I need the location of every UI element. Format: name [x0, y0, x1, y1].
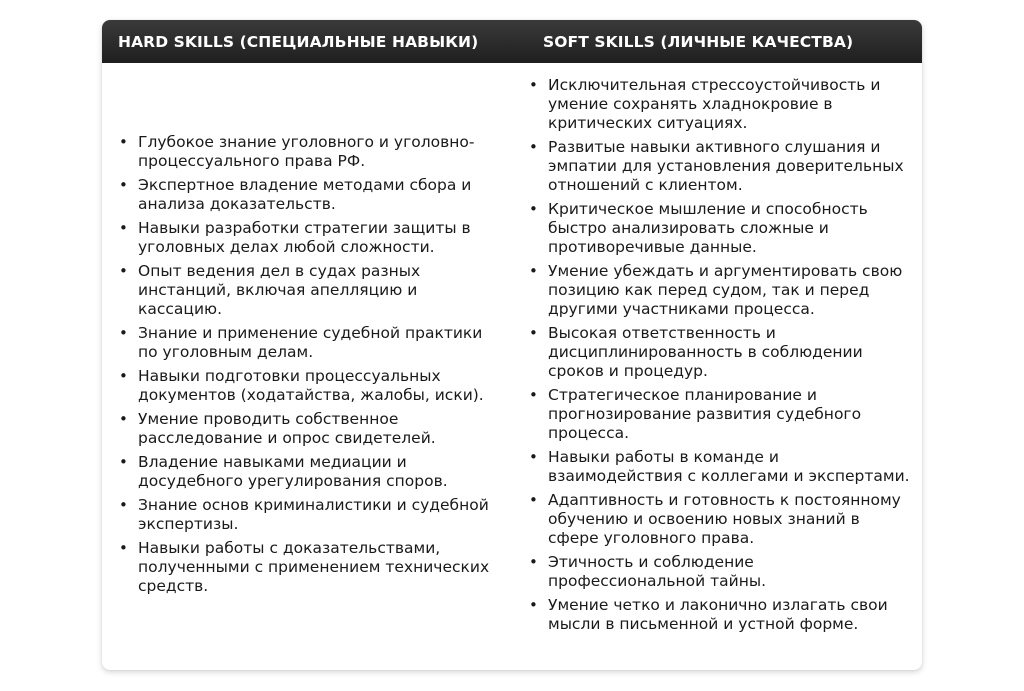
soft-skills-column — [512, 63, 922, 670]
list-item: • Навыки работы с доказательствами, полученными с применением технических средств. — [118, 539, 498, 596]
hard-skills-list — [102, 133, 498, 601]
list-item: • Знание основ криминалистики и судебной экспертизы. — [118, 496, 498, 534]
hard-skills-column — [102, 63, 512, 670]
table-header — [102, 20, 922, 63]
list-item: • Высокая ответственность и дисциплинированность в соблюдении сроков и процедур. — [528, 324, 910, 381]
list-item: • Навыки работы в команде и взаимодействия с коллегами и экспертами. — [528, 448, 910, 486]
list-item: • Владение навыками медиации и досудебного урегулирования споров. — [118, 453, 498, 491]
list-item: • Умение четко и лаконично излагать свои мысли в письменной и устной форме. — [528, 596, 910, 634]
skills-table — [102, 20, 922, 670]
list-item: • Адаптивность и готовность к постоянному обучению и освоению новых знаний в сфере уголовного права. — [528, 491, 910, 548]
list-item: • Знание и применение судебной практики по уголовным делам. — [118, 324, 498, 362]
list-item: • Навыки разработки стратегии защиты в уголовных делах любой сложности. — [118, 219, 498, 257]
soft-skills-title: SOFT SKILLS (ЛИЧНЫЕ КАЧЕСТВА) — [543, 32, 854, 51]
list-item: • Умение убеждать и аргументировать свою позицию как перед судом, так и перед другими участниками процесса. — [528, 262, 910, 319]
list-item: • Навыки подготовки процессуальных документов (ходатайства, жалобы, иски). — [118, 367, 498, 405]
list-item: • Стратегическое планирование и прогнозирование развития судебного процесса. — [528, 386, 910, 443]
list-item: • Умение проводить собственное расследование и опрос свидетелей. — [118, 410, 498, 448]
list-item: • Развитые навыки активного слушания и эмпатии для установления доверительных отношений с клиентом. — [528, 138, 910, 195]
list-item: • Критическое мышление и способность быстро анализировать сложные и противоречивые данные. — [528, 200, 910, 257]
list-item: • Этичность и соблюдение профессиональной тайны. — [528, 553, 910, 591]
list-item: • Опыт ведения дел в судах разных инстанций, включая апелляцию и кассацию. — [118, 262, 498, 319]
list-item: • Экспертное владение методами сбора и анализа доказательств. — [118, 176, 498, 214]
list-item: • Исключительная стрессоустойчивость и умение сохранять хладнокровие в критических ситуациях. — [528, 76, 910, 133]
soft-skills-list — [512, 63, 910, 639]
hard-skills-title: HARD SKILLS (СПЕЦИАЛЬНЫЕ НАВЫКИ) — [118, 32, 479, 51]
table-body — [102, 63, 922, 670]
list-item: • Глубокое знание уголовного и уголовно-процессуального права РФ. — [118, 133, 498, 171]
